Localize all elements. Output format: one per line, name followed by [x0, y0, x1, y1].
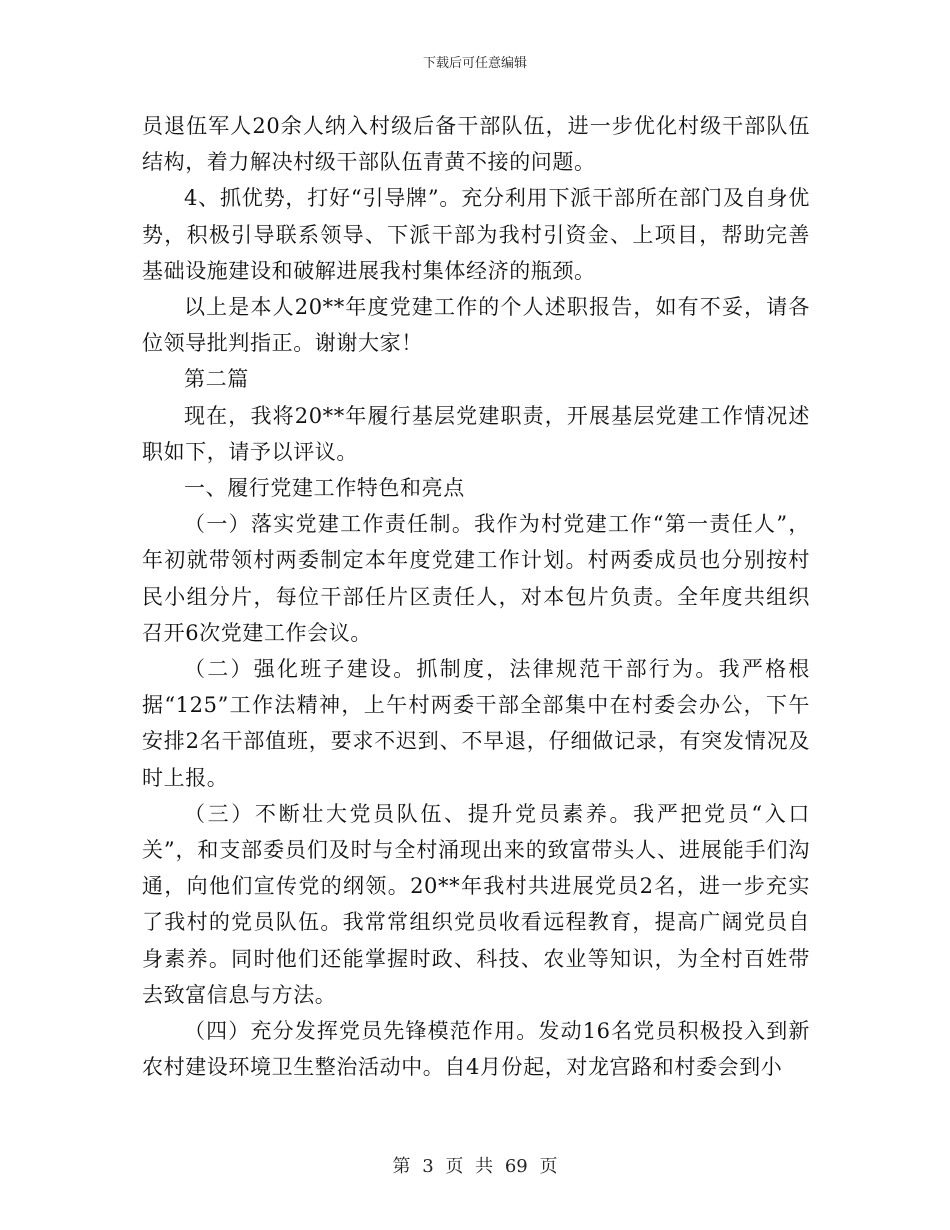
- paragraph-3: 以上是本人20**年度党建工作的个人述职报告，如有不妥，请各位领导批判指正。谢谢大家！: [142, 295, 810, 356]
- paragraph-6: （二）强化班子建设。抓制度，法律规范干部行为。我严格根据“125”工作法精神，上午村两委干部全部集中在村委会办公，下午安排2名干部值班，要求不迟到、不早退，仔细做记录，有突发情况及时上报。: [142, 657, 810, 790]
- page-footer: 第 3 页 共 69 页: [392, 1156, 558, 1177]
- paragraph-7: （三）不断壮大党员队伍、提升党员素养。我严把党员“入口关”，和支部委员们及时与全村涌现出来的致富带头人、进展能手们沟通，向他们宣传党的纲领。20**年我村共进展党员2名，进一步充实了我村的党员队伍。我常常组织党员收看远程教育，提高广阔党员自身素养。同时他们还能掌握时政、科技、农业等知识，为全村百姓带去致富信息与方法。: [142, 801, 810, 1007]
- paragraph-2: 4、抓优势，打好“引导牌”。充分利用下派干部所在部门及自身优势，积极引导联系领导、下派干部为我村引资金、上项目，帮助完善基础设施建设和破解进展我村集体经济的瓶颈。: [142, 186, 810, 283]
- paragraph-1: 员退伍军人20余人纳入村级后备干部队伍，进一步优化村级干部队伍结构，着力解决村级干部队伍青黄不接的问题。: [142, 114, 810, 175]
- subheading: 一、履行党建工作特色和亮点: [184, 476, 465, 501]
- document-body: [142, 108, 810, 1085]
- page-header: 下载后可任意编辑: [422, 56, 527, 71]
- section-heading: 第二篇: [184, 367, 249, 392]
- paragraph-8: （四）充分发挥党员先锋模范作用。发动16名党员积极投入到新农村建设环境卫生整治活动中。自4月份起，对龙宫路和村委会到小: [142, 1019, 810, 1080]
- paragraph-5: （一）落实党建工作责任制。我作为村党建工作“第一责任人”，年初就带领村两委制定本年度党建工作计划。村两委成员也分别按村民小组分片，每位干部任片区责任人，对本包片负责。全年度共组织召开6次党建工作会议。: [142, 512, 810, 645]
- paragraph-4: 现在，我将20**年履行基层党建职责，开展基层党建工作情况述职如下，请予以评议。: [142, 403, 810, 464]
